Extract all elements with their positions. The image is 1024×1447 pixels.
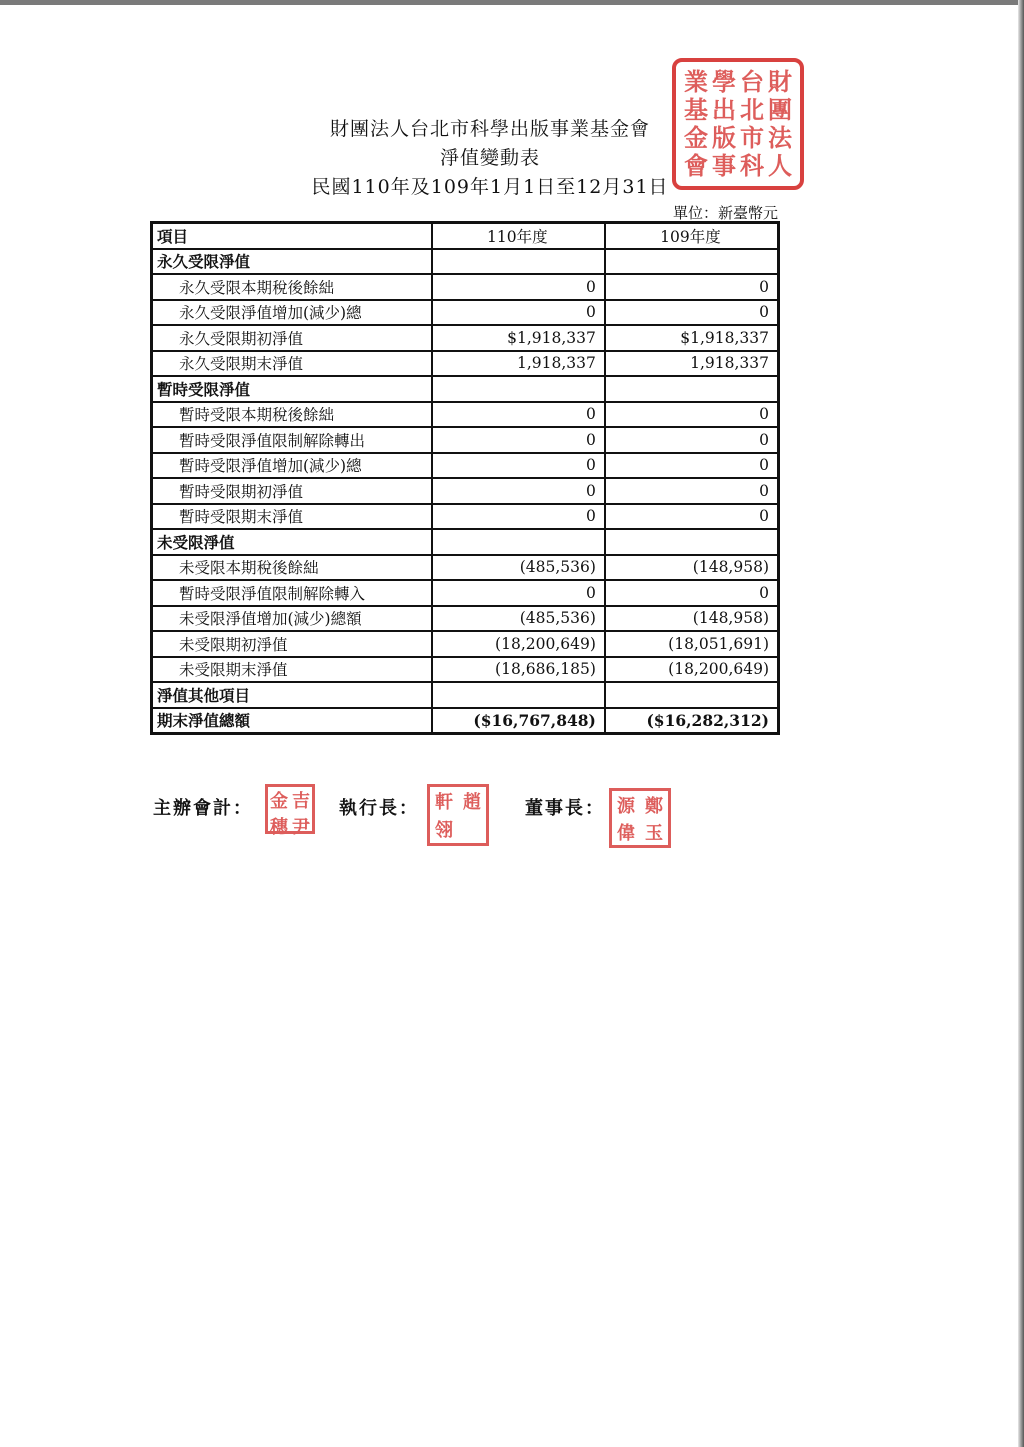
value-109: 0: [605, 300, 779, 326]
currency-unit: 單位：新臺幣元: [672, 204, 778, 222]
value-109: 0: [605, 427, 779, 453]
seal-glyph: 出: [712, 96, 736, 124]
value-110: (18,200,649): [432, 631, 605, 657]
row-label: 未受限淨值: [152, 529, 432, 555]
table-row: [152, 478, 779, 504]
table-row: [152, 453, 779, 479]
row-label: 未受限期初淨值: [152, 631, 432, 657]
row-label: 永久受限淨值: [152, 249, 432, 275]
seal-glyph: 偉: [617, 822, 635, 844]
value-110: 0: [432, 300, 605, 326]
scan-right-edge: [1018, 0, 1024, 1447]
table-section-row: [152, 708, 779, 734]
value-110: 0: [432, 580, 605, 606]
table-row: [152, 606, 779, 632]
value-109: [605, 529, 779, 555]
value-110: 0: [432, 478, 605, 504]
table-row: [152, 631, 779, 657]
seal-glyph: 北: [740, 96, 764, 124]
table-section-row: [152, 376, 779, 402]
signature-block: [153, 792, 693, 852]
value-110: 0: [432, 504, 605, 530]
seal-glyph: 市: [740, 124, 764, 152]
row-label: 未受限本期稅後餘絀: [152, 555, 432, 581]
accountant-seal-stamp: [265, 784, 315, 838]
seal-glyph: 尹: [292, 817, 310, 838]
chairman-seal-stamp: [609, 788, 671, 848]
value-109: 1,918,337: [605, 351, 779, 377]
row-label: 暫時受限期初淨值: [152, 478, 432, 504]
table-row: [152, 427, 779, 453]
statement-title: 淨值變動表: [439, 147, 540, 169]
document-header: [300, 115, 680, 202]
seal-glyph: 趙: [463, 792, 481, 813]
seal-glyph: 翎: [435, 820, 453, 841]
value-110: [432, 249, 605, 275]
seal-glyph: 軒: [435, 792, 453, 813]
value-110: 1,918,337: [432, 351, 605, 377]
value-110: 0: [432, 453, 605, 479]
table-section-row: [152, 529, 779, 555]
value-109: [605, 376, 779, 402]
col-header-item: 項目: [152, 223, 432, 249]
seal-glyph: 源: [617, 795, 635, 817]
table-row: [152, 580, 779, 606]
ceo-label: 執行長：: [339, 798, 419, 819]
seal-glyph: 金: [684, 124, 708, 152]
seal-glyph: 財: [768, 68, 792, 96]
seal-glyph: 事: [712, 152, 736, 180]
statement-period: 民國110年及109年1月1日至12月31日: [311, 176, 669, 198]
value-110: [432, 529, 605, 555]
seal-glyph: 基: [684, 96, 708, 124]
row-label: 暫時受限淨值增加(減少)總: [152, 453, 432, 479]
value-110: $1,918,337: [432, 325, 605, 351]
row-label: 永久受限期初淨值: [152, 325, 432, 351]
value-109: [605, 249, 779, 275]
value-110: ($16,767,848): [432, 708, 605, 734]
table-row: [152, 325, 779, 351]
table-section-row: [152, 249, 779, 275]
seal-glyph: 科: [740, 152, 764, 180]
value-109: (148,958): [605, 606, 779, 632]
organization-name: 財團法人台北市科學出版事業基金會: [329, 118, 650, 140]
value-109: (18,200,649): [605, 657, 779, 683]
table-header-row: [152, 223, 779, 249]
value-109: ($16,282,312): [605, 708, 779, 734]
seal-glyph: 鄭: [645, 795, 663, 817]
row-label: 未受限淨值增加(減少)總額: [152, 606, 432, 632]
table-row: [152, 351, 779, 377]
value-109: 0: [605, 504, 779, 530]
value-109: $1,918,337: [605, 325, 779, 351]
seal-glyph: 版: [712, 124, 736, 152]
seal-glyph: 業: [684, 68, 708, 96]
value-109: 0: [605, 402, 779, 428]
row-label: 淨值其他項目: [152, 682, 432, 708]
seal-glyph: 金: [270, 791, 288, 812]
value-110: [432, 682, 605, 708]
row-label: 永久受限期末淨值: [152, 351, 432, 377]
value-109: 0: [605, 453, 779, 479]
value-110: 0: [432, 427, 605, 453]
row-label: 暫時受限淨值限制解除轉入: [152, 580, 432, 606]
seal-glyph: 會: [684, 152, 708, 180]
foundation-seal-stamp: [672, 58, 804, 190]
row-label: 暫時受限本期稅後餘絀: [152, 402, 432, 428]
value-109: 0: [605, 274, 779, 300]
row-label: 暫時受限淨值限制解除轉出: [152, 427, 432, 453]
accountant-label: 主辦會計：: [153, 798, 253, 819]
value-109: 0: [605, 478, 779, 504]
value-109: 0: [605, 580, 779, 606]
row-label: 永久受限本期稅後餘絀: [152, 274, 432, 300]
table-row: [152, 657, 779, 683]
table-row: [152, 555, 779, 581]
value-109: (18,051,691): [605, 631, 779, 657]
row-label: 暫時受限淨值: [152, 376, 432, 402]
value-110: [432, 376, 605, 402]
row-label: 永久受限淨值增加(減少)總: [152, 300, 432, 326]
seal-glyph: 團: [768, 96, 792, 124]
seal-glyph: 人: [768, 152, 792, 180]
chairman-label: 董事長：: [525, 798, 605, 819]
value-110: 0: [432, 274, 605, 300]
col-header-110: 110年度: [432, 223, 605, 249]
seal-glyph: 吉: [292, 791, 310, 812]
net-asset-change-table: [150, 221, 780, 735]
seal-glyph: 學: [712, 68, 736, 96]
row-label: 未受限期末淨值: [152, 657, 432, 683]
seal-glyph: 台: [740, 68, 764, 96]
seal-glyph: 玉: [645, 822, 663, 844]
value-110: (485,536): [432, 555, 605, 581]
table-row: [152, 300, 779, 326]
value-110: (485,536): [432, 606, 605, 632]
value-110: (18,686,185): [432, 657, 605, 683]
table-row: [152, 274, 779, 300]
table-row: [152, 402, 779, 428]
ceo-seal-stamp: [427, 784, 489, 846]
table-section-row: [152, 682, 779, 708]
value-110: 0: [432, 402, 605, 428]
value-109: (148,958): [605, 555, 779, 581]
col-header-109: 109年度: [605, 223, 779, 249]
seal-glyph: 穗: [270, 817, 288, 838]
value-109: [605, 682, 779, 708]
seal-glyph: 法: [768, 124, 792, 152]
scan-top-edge: [0, 0, 1024, 5]
row-label: 暫時受限期末淨值: [152, 504, 432, 530]
table-row: [152, 504, 779, 530]
row-label: 期末淨值總額: [152, 708, 432, 734]
